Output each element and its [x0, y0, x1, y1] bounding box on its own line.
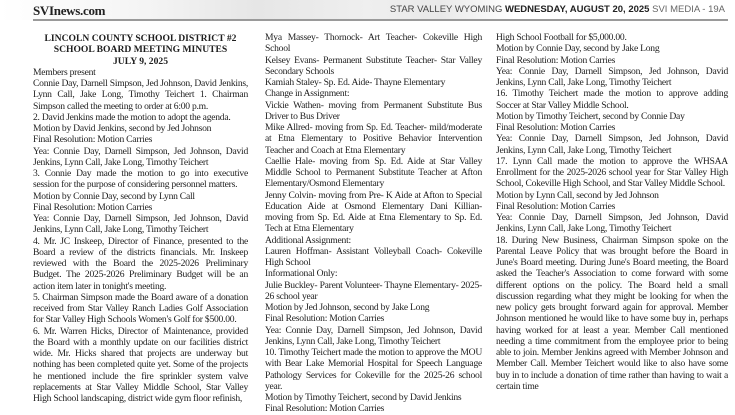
header-divider: [33, 19, 728, 21]
folio-location: STAR VALLEY WYOMING: [389, 4, 503, 15]
paragraph: Yea: Connie Day, Darnell Simpson, Jed Johnson, David Jenkins, Lynn Call, Jake Long, Timothy Teichert: [496, 133, 728, 156]
folio-date: WEDNESDAY, AUGUST 20, 2025: [504, 4, 650, 15]
column-body: [496, 32, 728, 392]
paragraph: Change in Assignment:: [265, 88, 350, 100]
paragraph: Motion by Connie Day, second by Lynn Call: [33, 190, 195, 202]
paragraph: 2. David Jenkins made the motion to adopt the agenda.: [33, 111, 231, 123]
paragraph: Motion by Connie Day, second by Jake Long: [496, 43, 660, 55]
folio-page: SVI MEDIA - 19A: [652, 4, 725, 15]
column-body: [33, 67, 248, 405]
paragraph: Mya Massey- Thornock- Art Teacher- Cokeville High School: [265, 32, 482, 55]
paragraph: Jenny Colvin- moving from Pre- K Aide at Afton to Special Education Aide at Osmond Elementary Dani Killian- moving from Sp. Ed. Aide at Etna Elementary to Sp. Ed. Tech at Etna Elementary: [265, 189, 482, 235]
paragraph: Final Resolution: Motion Carries: [33, 134, 153, 146]
title-line: SCHOOL BOARD MEETING MINUTES: [53, 44, 228, 56]
paragraph: 3. Connie Day made the motion to go into executive session for the purpose of considering personnel matters.: [33, 168, 248, 191]
paragraph: High School Football for $5,000.00.: [496, 32, 627, 43]
paragraph: Yea: Connie Day, Darnell Simpson, Jed Johnson, David Jenkins, Lynn Call, Jake Long, Timothy Teichert: [496, 65, 728, 88]
paragraph: 18. During New Business, Chairman Simpson spoke on the Parental Leave Policy that was brought before the Board in June's Board meeting. During June's Board meeting, the Board asked the Teacher's Association to come forward with some different options on the policy. The Board held a small discussion regarding what they might be looking for when the new policy gets brought forward again for approval. Member Johnson mentioned he would like to have some buy in, perhaps having worked for at least a year. Member Call mentioned needing a time commitment from the employee prior to being able to join. Member Jenkins agreed with Member Johnson and Member Call. Member Teichert would like to also have some buy in to include a donation of time rather than having to wait a certain time: [496, 234, 728, 392]
page-folio: [390, 4, 725, 15]
article-title: [33, 33, 248, 67]
column-body: [265, 32, 482, 415]
paragraph: Final Resolution: Motion Carries: [496, 122, 616, 133]
paragraph: Mike Allred- moving from Sp. Ed. Teacher- mild/moderate at Etna Elementary to Positive Behavior Intervention Teacher and Coach at Etna Elementary: [265, 122, 482, 156]
paragraph: 16. Timothy Teichert made the motion to approve adding Soccer at Star Valley Middle School.: [496, 88, 728, 111]
paragraph: Final Resolution: Motion Carries: [496, 54, 616, 66]
title-line: LINCOLN COUNTY SCHOOL DISTRICT #2: [44, 33, 237, 44]
paragraph: Julie Buckley- Parent Volunteer- Thayne Elementary- 2025-26 school year: [265, 279, 482, 302]
title-line: JULY 9, 2025: [113, 55, 168, 67]
paragraph: Motion by David Jenkins, second by Jed Johnson: [33, 123, 212, 134]
paragraph: Final Resolution: Motion Carries: [265, 313, 385, 325]
paragraph: 10. Timothy Teichert made the motion to approve the MOU with Bear Lake Memorial Hospital for Speech Language Pathology Services for Cokeville for the 2025-26 school year.: [265, 347, 482, 392]
site-name: SVInews.com: [33, 3, 106, 18]
paragraph: Motion by Jed Johnson, second by Jake Long: [265, 302, 430, 313]
paragraph: 17. Lynn Call made the motion to approve the WHSAA Enrollment for the 2025-2026 school year for Star Valley High School, Cokeville High School, and Star Valley Middle School.: [496, 155, 728, 190]
paragraph: Members present: [33, 66, 96, 78]
paragraph: 6. Mr. Warren Hicks, Director of Maintenance, provided the Board with a monthly update on our facilities district wide. Mr. Hicks shared that projects are underway but nothing has been completed quite yet. Some of the projects he mentioned include the fire sprinkler system valve replacements at Star Valley Middle School, Star Valley High School landscaping, district wide gym floor refinish,: [33, 325, 248, 404]
paragraph: 4. Mr. JC Inskeep, Director of Finance, presented to the Board a review of the districts financials. Mr. Inskeep reviewed with the Board the 2025-2026 Preliminary Budget. The 2025-2026 Preliminary Budget will be an action item later in tonight's meeting.: [33, 235, 248, 292]
paragraph: Kamiah Staley- Sp. Ed. Aide- Thayne Elementary: [265, 77, 446, 88]
paragraph: Final Resolution: Motion Carries: [265, 403, 385, 415]
paragraph: Lauren Hoffman- Assistant Volleyball Coach- Cokeville High School: [265, 245, 482, 268]
article-column-1: [33, 33, 248, 404]
article-column-3: [496, 32, 728, 392]
paragraph: Connie Day, Darnell Simpson, Jed Johnson, David Jenkins, Lynn Call, Jake Long, Timothy Teichert 1. Chairman Simpson called the meeting to order at 6:00 p.m.: [33, 78, 248, 112]
paragraph: 5. Chairman Simpson made the Board aware of a donation received from Star Valley Ranch Ladies Golf Association for Star Valley High Schools Women's Golf for $500.00.: [33, 291, 248, 326]
paragraph: Vickie Wathen- moving from Permanent Substitute Bus Driver to Bus Driver: [265, 99, 482, 122]
paragraph: Motion by Lynn Call, second by Jed Johnson: [496, 189, 659, 201]
paragraph: Motion by Timothy Teichert, second by David Jenkins: [265, 392, 462, 403]
paragraph: Yea: Connie Day, Darnell Simpson, Jed Johnson, David Jenkins, Lynn Call, Jake Long, Timothy Teichert: [33, 213, 248, 236]
paragraph: Informational Only:: [265, 268, 338, 280]
paragraph: Yea: Connie Day, Darnell Simpson, Jed Johnson, David Jenkins, Lynn Call, Jake Long, Timothy Teichert: [265, 324, 482, 347]
paragraph: Yea: Connie Day, Darnell Simpson, Jed Johnson, David Jenkins, Lynn Call, Jake Long, Timothy Teichert: [33, 145, 248, 168]
paragraph: Final Resolution: Motion Carries: [33, 201, 153, 213]
paragraph: Yea: Connie Day, Darnell Simpson, Jed Johnson, David Jenkins, Lynn Call, Jake Long, Timothy Teichert: [496, 212, 728, 235]
paragraph: Motion by Timothy Teichert, second by Connie Day: [496, 110, 685, 122]
paragraph: Caellie Hale- moving from Sp. Ed. Aide at Star Valley Middle School to Permanent Substitute Teacher at Afton Elementary/Osmond Elementary: [265, 155, 482, 190]
paragraph: Kelsey Evans- Permanent Substitute Teacher- Star Valley Secondary Schools: [265, 54, 482, 77]
paragraph: Final Resolution: Motion Carries: [496, 200, 616, 212]
article-column-2: [265, 32, 482, 415]
paragraph: Additional Assignment:: [265, 234, 351, 246]
